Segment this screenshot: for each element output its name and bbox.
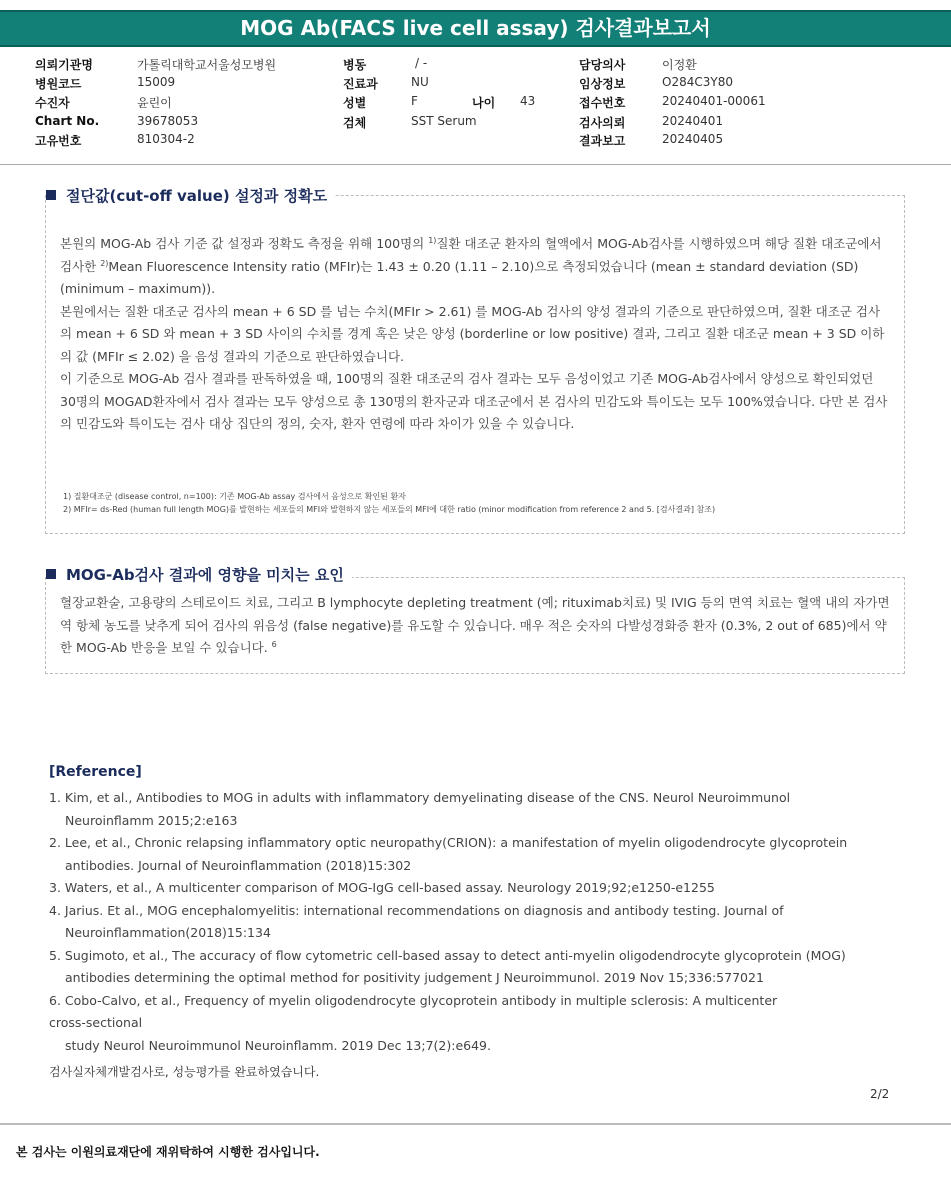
reference-item-cont: cross-sectional [49,1015,143,1030]
section1-paragraph-1 [60,233,890,301]
dept-value: NU [411,75,429,89]
age-label: 나이 [472,96,496,110]
report-value: 20240405 [662,132,724,146]
reference-item-cont: antibodies determining the optimal method for positivity judgement J Neuroimmunol. 2019 Nov 15;336:577021 [65,970,764,985]
performance-note: 검사실자체개발검사로, 성능평가를 완료하였습니다. [49,1065,320,1079]
request-value: 20240401 [662,114,724,128]
patient-value: 윤린이 [137,96,172,110]
page-number: 2/2 [870,1087,890,1101]
ward-value: / - [415,56,428,70]
footnote-ref: 6 [271,640,277,649]
clinical-label: 임상정보 [579,77,626,91]
section2-title-text: MOG-Ab검사 결과에 영향을 미치는 요인 [66,566,344,584]
reference-item: 3. Waters, et al., A multicenter comparison of MOG-IgG cell-based assay. Neurology 2019;92;e1250-e1255 [49,880,715,895]
patient-label: 수진자 [35,96,70,110]
reference-item-cont: Neuroinflamm 2015;2:e163 [65,812,238,828]
reference-item-cont: Neuroinflammation(2018)15:134 [65,925,271,940]
reference-item: 1. Kim, et al., Antibodies to MOG in adults with inflammatory demyelinating disease of the CNS. Neurol Neuroimmunol [49,790,791,805]
text-span: 질환 대조군 환자의 혈액에서 MOG-Ab검사를 시행하였으며 해당 질환 대조군에서 검사한 [60,236,882,274]
section2-paragraph-1 [60,592,890,660]
info-row-5 [0,132,951,151]
specimen-label: 검체 [343,116,367,130]
reference-item: 6. Cobo-Calvo, et al., Frequency of myelin oligodendrocyte glycoprotein antibody in multiple sclerosis: A multicenter [49,992,778,1008]
unique-value: 810304-2 [137,132,195,146]
square-bullet-icon [46,190,56,200]
footer-divider [0,1123,951,1125]
hospcode-label: 병원코드 [35,77,82,91]
reference-item: 5. Sugimoto, et al., The accuracy of flow cytometric cell-based assay to detect anti-myelin oligodendrocyte glycoprotein (MOG) [49,947,846,963]
info-row-3 [0,94,951,113]
specimen-value: SST Serum [411,114,477,128]
reference-item: 2. Lee, et al., Chronic relapsing inflammatory optic neuropathy(CRION): a manifestation of myelin oligodendrocyte glycoprotein [49,835,848,850]
section1-paragraph-3: 이 기준으로 MOG-Ab 검사 결과를 판독하였을 때, 100명의 질환 대조군의 검사 결과는 모두 음성이었고 기존 MOG-Ab검사에서 양성으로 확인되었던 30명의 MOGAD환자에서 검사 결과는 모두 양성으로 총 130명의 환자군과 대조군에서 본 검사의 민감도와 특이도는 모두 100%였습니다. 다만 본 검사의 민감도와 특이도는 검사 대상 집단의 정의, 숫자, 환자 연령에 따라 차이가 있을 수 있습니다. [60,371,888,431]
header-divider [0,164,951,165]
doctor-value: 이정환 [662,58,697,72]
section2-body [60,592,890,660]
hospital-label: 의뢰기관명 [35,58,93,72]
reference-item: 4. Jarius. Et al., MOG encephalomyelitis: international recommendations on diagnosis and antibody testing. Journal of [49,902,784,918]
clinical-value: O284C3Y80 [662,75,733,89]
reference-item-cont: antibodies. Journal of Neuroinflammation (2018)15:302 [65,857,412,873]
section1-title-text: 절단값(cut-off value) 설정과 정확도 [66,187,328,205]
info-row-2 [0,75,951,94]
report-title: MOG Ab(FACS live cell assay) 검사결과보고서 [0,10,951,47]
footnote-ref: 2) [100,258,109,268]
reception-value: 20240401-00061 [662,94,766,108]
hospcode-value: 15009 [137,75,176,89]
section2-title [46,564,352,585]
info-row-1 [0,56,951,75]
hospital-value: 가톨릭대학교서울성모병원 [137,58,277,72]
section1-paragraph-2: 본원에서는 질환 대조군 검사의 mean + 6 SD 를 넘는 수치(MFIr > 2.61) 를 MOG-Ab 검사의 양성 결과의 기준으로 판단하였으며, 질환 대조군 검사의 mean + 6 SD 와 mean + 3 SD 사이의 수치를 경계 혹은 낮은 양성 (borderline or low positive) 결과, 그리고 질환 대조군 mean + 3 SD 이하의 값 (MFIr ≤ 2.02) 을 음성 결과의 기준으로 판단하였습니다. [60,303,885,364]
footnote-ref: 1) [428,236,437,245]
sex-value: F [411,94,418,108]
request-label: 검사의뢰 [579,116,626,130]
doctor-label: 담당의사 [579,58,626,72]
square-bullet-icon [46,569,56,579]
info-row-4 [0,114,951,133]
footnote-1: 1) 질환대조군 (disease control, n=100): 기존 MOG-Ab assay 검사에서 음성으로 확인된 환자 [63,492,406,501]
text-span: 혈장교환술, 고용량의 스테로이드 치료, 그리고 B lymphocyte depleting treatment (예; rituximab치료) 및 IVIG 등의 면역 치료는 혈액 내의 자가면역 항체 농도를 낮추게 되어 검사의 위음성 (false negative)를 유도할 수 있습니다. 매우 적은 숫자의 다발성경화증 환자 (0.3%, 2 out of 685)에서 약한 MOG-Ab 반응을 보일 수 있습니다. [60,595,890,655]
text-span: Mean Fluorescence Intensity ratio (MFIr)는 1.43 ± 0.20 (1.11 – 2.10)으로 측정되었습니다 (mean ± standard deviation (SD) (minimum – maximum)). [60,258,859,296]
unique-label: 고유번호 [35,134,82,148]
age-value: 43 [520,94,536,108]
reference-title: [Reference] [49,764,142,780]
ward-label: 병동 [343,58,367,72]
section1-body [60,233,890,436]
footer-text: 본 검사는 이원의료재단에 재위탁하여 시행한 검사입니다. [16,1145,320,1159]
footnote-2: 2) MFIr= ds-Red (human full length MOG)를 발현하는 세포들의 MFI와 발현하지 않는 세포들의 MFI에 대한 ratio (minor modification from reference 2 and 5. [검사결과] 참조) [63,505,716,514]
text-span: 본원의 MOG-Ab 검사 기준 값 설정과 정확도 측정을 위해 100명의 [60,236,429,251]
reference-list [49,787,909,1057]
sex-label: 성별 [343,96,367,110]
chart-label: Chart No. [35,114,100,128]
chart-value: 39678053 [137,114,199,128]
dept-label: 진료과 [343,77,378,91]
reception-label: 접수번호 [579,96,626,110]
section1-title [46,185,335,206]
report-label: 결과보고 [579,134,626,148]
reference-item-cont: study Neurol Neuroimmunol Neuroinflamm. 2019 Dec 13;7(2):e649. [65,1037,491,1053]
